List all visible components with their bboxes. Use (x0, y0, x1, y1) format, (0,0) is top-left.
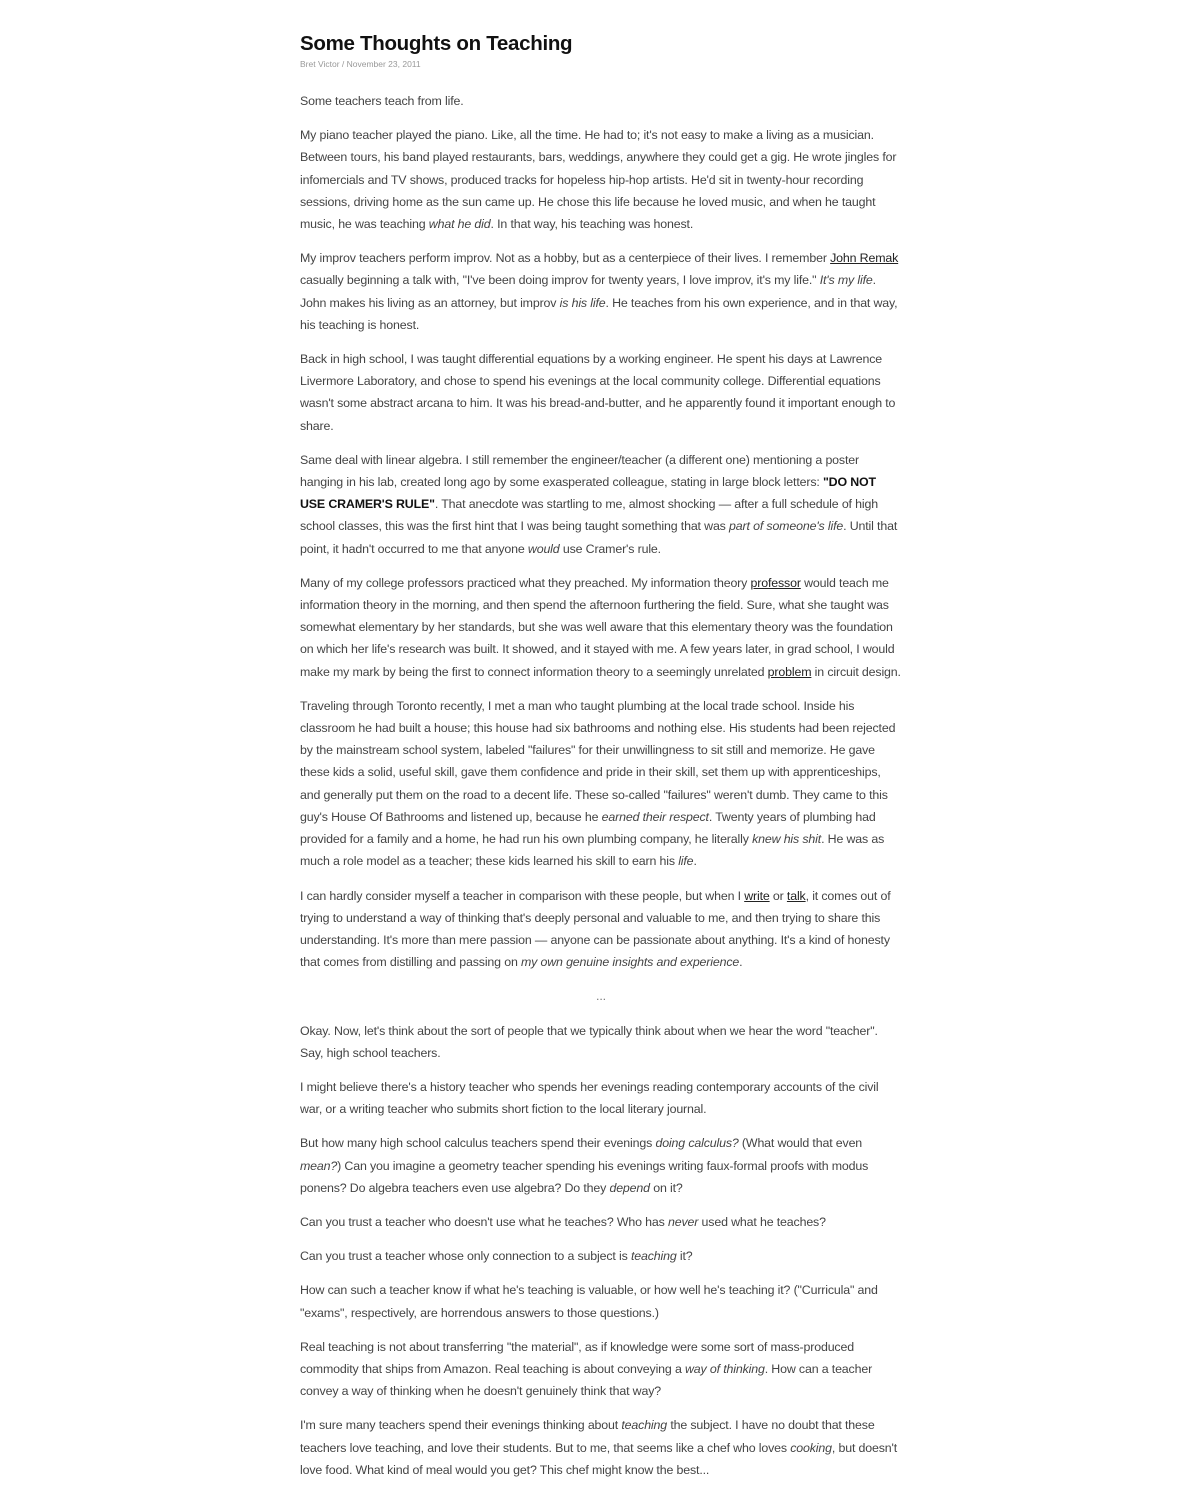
talk-link[interactable]: talk (786, 888, 806, 903)
article-body (300, 90, 902, 1481)
paragraph: Can you trust a teacher who doesn't use what he teaches? Who has never used what he teaches? (300, 1214, 826, 1229)
write-link[interactable]: write (744, 888, 770, 903)
page-title: Some Thoughts on Teaching (300, 32, 573, 55)
paragraph: Back in high school, I was taught differential equations by a working engineer. He spent his days at Lawrence Livermore Laboratory, and chose to spend his evenings at the local community college. Differential equations wasn't some abstract arcana to him. It was his bread-and-butter, and he apparently found it important enough to share. (300, 352, 896, 433)
emphasis-text: teaching (621, 1418, 668, 1433)
emphasis-text: depend (609, 1180, 650, 1195)
paragraph: But how many high school calculus teachers spend their evenings doing calculus? (What would that even mean?) Can you imagine a geometry teacher spending his evenings writing faux-formal proofs with modus ponens? Do algebra teachers even use algebra? Do they depend on it? (300, 1136, 869, 1195)
paragraph: My piano teacher played the piano. Like, all the time. He had to; it's not easy to make a living as a musician. Between tours, his band played restaurants, bars, weddings, anywhere they could get a gig. He wrote jingles for infomercials and TV shows, produced tracks for hopeless hip-hop artists. He'd sit in twenty-hour recording sessions, driving home as the sun came up. He chose this life because he loved music, and when he taught music, he was teaching what he did. In that way, his teaching was honest. (300, 128, 897, 232)
emphasis-text: teaching (630, 1249, 677, 1264)
emphasis-text: life (678, 854, 694, 869)
paragraph: My improv teachers perform improv. Not as a hobby, but as a centerpiece of their lives. I remember John Remak casually beginning a talk with, "I've been doing improv for twenty years, I love improv, it's my life." It's my life. John makes his living as an attorney, but improv is his life. He teaches from his own experience, and in that way, his teaching is honest. (300, 251, 899, 332)
emphasis-text: mean? (300, 1158, 338, 1173)
paragraph: Same deal with linear algebra. I still remember the engineer/teacher (a different one) mentioning a poster hanging in his lab, created long ago by some exasperated colleague, stating in large block letters: "DO NOT USE CRAMER'S RULE". That anecdote was startling to me, almost shocking — after a full schedule of high school classes, this was the first hint that I was being taught something that was part of someone's life. Until that point, it hadn't occurred to me that anyone would use Cramer's rule. (300, 452, 898, 556)
emphasis-text: what he did (428, 217, 491, 232)
emphasis-text: my own genuine insights and experience (520, 955, 740, 970)
paragraph: I'm sure many teachers spend their evenings thinking about teaching the subject. I have no doubt that these teachers love teaching, and love their students. But to me, that seems like a chef who loves cooking, but doesn't love food. What kind of meal would you get? This chef might know the best... (300, 1418, 898, 1477)
byline: Bret Victor / November 23, 2011 (300, 59, 421, 69)
emphasis-text: It's my life (819, 273, 873, 288)
paragraph: I can hardly consider myself a teacher in comparison with these people, but when I write or talk, it comes out of trying to understand a way of thinking that's deeply personal and valuable to me, and then trying to share this understanding. It's more than mere passion — anyone can be passionate about anything. It's a kind of honesty that comes from distilling and passing on my own genuine insights and experience. (300, 888, 891, 970)
emphasis-text: never (668, 1214, 699, 1229)
paragraph: Some teachers teach from life. (300, 94, 464, 108)
professor-link[interactable]: professor (750, 575, 801, 590)
emphasis-text: knew his shit (752, 832, 822, 847)
emphasis-text: cooking (790, 1440, 832, 1455)
emphasis-text: is his life (559, 295, 606, 310)
paragraph: Real teaching is not about transferring "the material", as if knowledge were some sort of mass-produced commodity that ships from Amazon. Real teaching is about conveying a way of thinking. How can a teacher convey a way of thinking when he doesn't genuinely think that way? (300, 1339, 873, 1399)
paragraph: I might believe there's a history teacher who spends her evenings reading contemporary accounts of the civil war, or a writing teacher who submits short fiction to the local literary journal. (300, 1079, 879, 1117)
section-separator: ... (596, 989, 606, 1004)
paragraph: Traveling through Toronto recently, I met a man who taught plumbing at the local trade school. Inside his classroom he had built a house; this house had six bathrooms and nothing else. His students had been rejected by the mainstream school system, labeled "failures" for their unwillingness to sit still and memorize. He gave these kids a solid, useful skill, gave them confidence and pride in their skill, set them up with apprenticeships, and generally put them on the road to a decent life. These so-called "failures" weren't dumb. They came to this guy's House Of Bathrooms and listened up, because he earned their respect. Twenty years of plumbing had provided for a family and a home, he had run his own plumbing company, he literally knew his shit. He was as much a role model as a teacher; these kids learned his skill to earn his life. (300, 698, 896, 869)
paragraph: How can such a teacher know if what he's teaching is valuable, or how well he's teaching it? ("Curricula" and "exams", respectively, are horrendous answers to those questions.) (300, 1283, 878, 1320)
bold-text: "DO NOT USE CRAMER'S RULE" (300, 475, 876, 512)
article (300, 30, 902, 1493)
emphasis-text: would (527, 541, 560, 556)
emphasis-text: way of thinking (684, 1361, 765, 1376)
emphasis-text: doing calculus? (655, 1136, 739, 1151)
problem-link[interactable]: problem (767, 664, 812, 679)
john-remak-link[interactable]: John Remak (830, 251, 899, 266)
paragraph: Okay. Now, let's think about the sort of people that we typically think about when we hear the word "teacher". Say, high school teachers. (300, 1023, 878, 1060)
emphasis-text: earned their respect (601, 809, 709, 824)
paragraph: Can you trust a teacher whose only connection to a subject is teaching it? (300, 1249, 693, 1264)
emphasis-text: part of someone's life (729, 519, 844, 534)
paragraph: Many of my college professors practiced what they preached. My information theory professor would teach me information theory in the morning, and then spend the afternoon furthering the field. Sure, what she taught was somewhat elementary by her standards, but she was well aware that this elementary theory was the foundation on which her life's research was built. It showed, and it stayed with me. A few years later, in grad school, I would make my mark by being the first to connect information theory to a seemingly unrelated problem in circuit design. (300, 575, 901, 679)
